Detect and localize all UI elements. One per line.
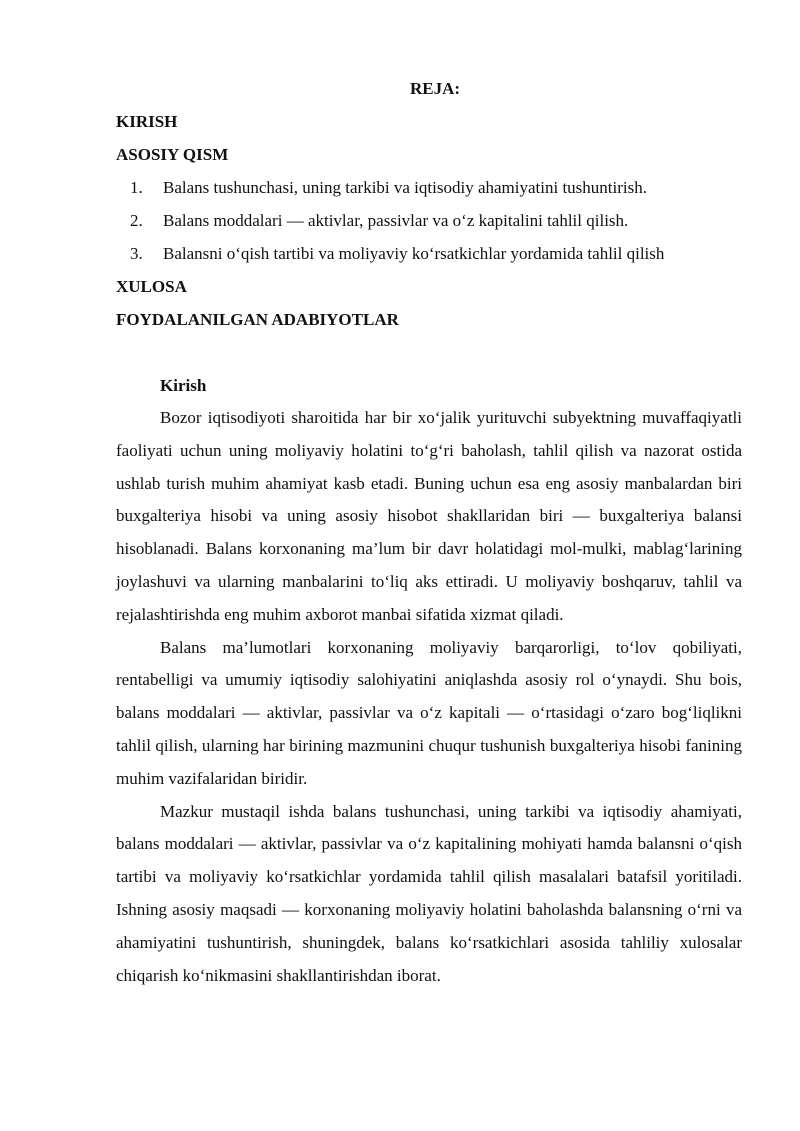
plan-list <box>116 171 742 270</box>
plan-list-number: 1. <box>130 178 143 197</box>
plan-item-main-part: ASOSIY QISM <box>116 145 229 164</box>
document-page <box>116 72 742 992</box>
plan-list-item <box>116 204 742 237</box>
body-paragraph: Mazkur mustaqil ishda balans tushunchasi, uning tarkibi va iqtisodiy ahamiyati, balans moddalari — aktivlar, passivlar va o‘z kapitalining mohiyati hamda balansni o‘qish tartibi va moliyaviy ko‘rsatkichlar yordamida tahlil qilish masalalari batafsil yoritiladi. Ishning asosiy maqsadi — korxonaning moliyaviy holatini baholashda balansning o‘rni va ahamiyatini tushuntirish, shuningdek, balans ko‘rsatkichlari asosida tahliliy xulosalar chiqarish ko‘nikmasini shakllantirishdan iborat. <box>116 801 742 985</box>
body-paragraph: Balans ma’lumotlari korxonaning moliyaviy barqarorligi, to‘lov qobiliyati, rentabelligi va umumiy iqtisodiy salohiyatini aniqlashda asosiy rol o‘ynaydi. Shu bois, balans moddalari — aktivlar, passivlar va o‘z kapitali — o‘rtasidagi o‘zaro bog‘liqlikni tahlil qilish, ularning har birining mazmunini chuqur tushunish buxgalteriya hisobi fanining muhim vazifalaridan biridir. <box>116 637 742 788</box>
plan-item-intro: KIRISH <box>116 112 178 131</box>
plan-list-text: Balansni o‘qish tartibi va moliyaviy ko‘rsatkichlar yordamida tahlil qilish <box>163 244 665 263</box>
plan-title: REJA: <box>409 79 461 98</box>
plan-item-conclusion: XULOSA <box>116 277 187 296</box>
plan-list-number: 3. <box>130 244 143 263</box>
plan-list-item <box>116 237 742 270</box>
body-paragraph: Bozor iqtisodiyoti sharoitida har bir xo‘jalik yurituvchi subyektning muvaffaqiyatli faoliyati uchun uning moliyaviy holatini to‘g‘ri baholash, tahlil qilish va nazorat ostida ushlab turish muhim ahamiyat kasb etadi. Buning uchun esa eng asosiy manbalardan biri buxgalteriya hisobi va uning asosiy hisobot shakllaridan biri — buxgalteriya balansi hisoblanadi. Balans korxonaning ma’lum bir davr holatidagi mol-mulki, mablag‘larining joylashuvi va ularning manbalarini to‘liq aks ettiradi. U moliyaviy boshqaruv, tahlil va rejalashtirishda eng muhim axborot manbai sifatida xizmat qiladi. <box>116 408 742 624</box>
plan-list-item <box>116 171 742 204</box>
plan-list-number: 2. <box>130 211 143 230</box>
section-title: Kirish <box>160 376 207 395</box>
plan-item-references: FOYDALANILGAN ADABIYOTLAR <box>116 310 399 329</box>
blank-line <box>116 336 742 369</box>
plan-list-text: Balans moddalari — aktivlar, passivlar va o‘z kapitalini tahlil qilish. <box>163 211 629 230</box>
plan-list-text: Balans tushunchasi, uning tarkibi va iqtisodiy ahamiyatini tushuntirish. <box>163 178 647 197</box>
